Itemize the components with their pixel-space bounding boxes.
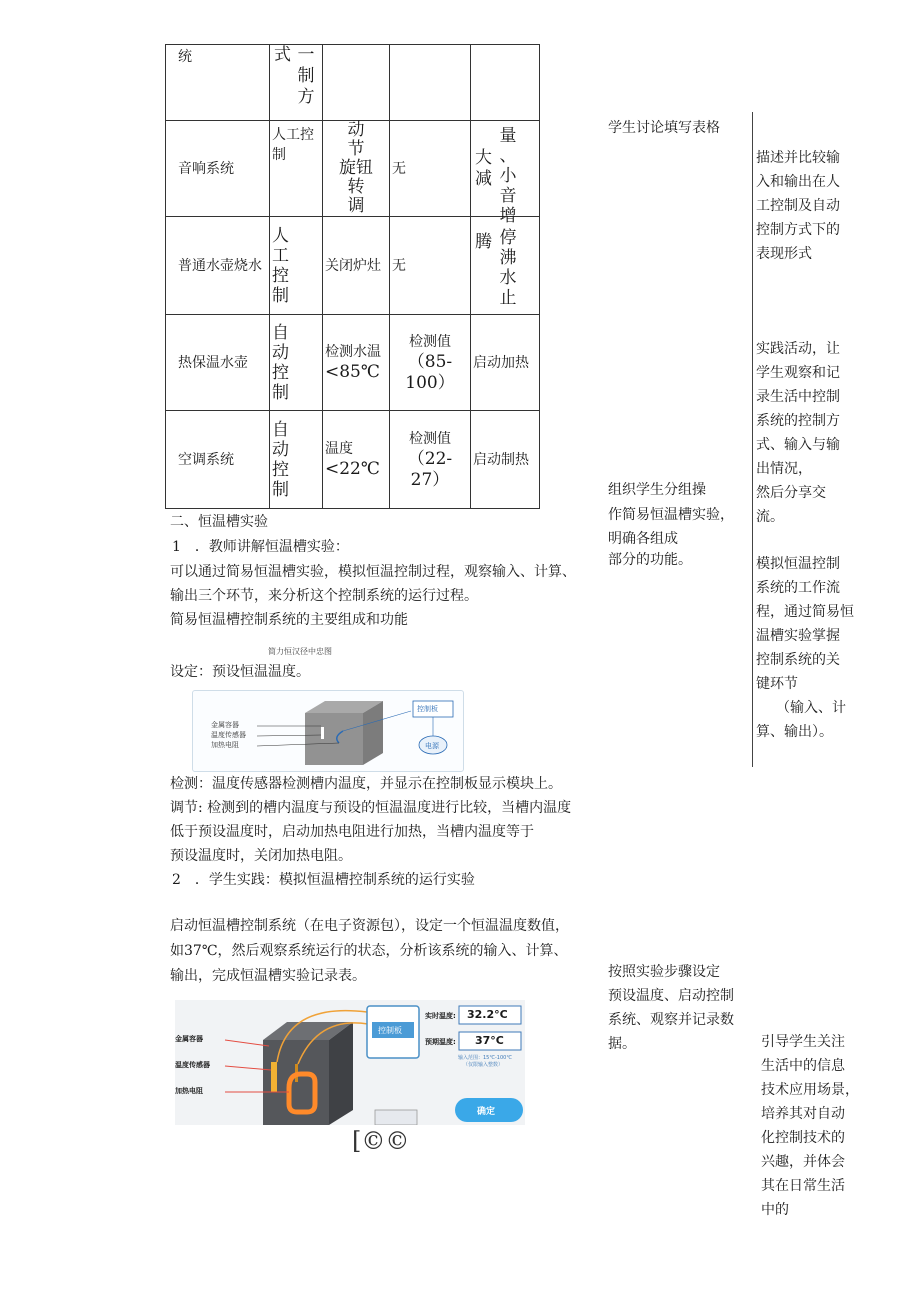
control-board-label: 控制板 bbox=[378, 1026, 402, 1035]
column-divider bbox=[752, 112, 753, 767]
intent-note: 模拟恒温控制 系统的工作流 程，通过简易恒 温槽实验掌握 控制系统的关 键环节 （输入、计 算、输出）。 bbox=[756, 556, 854, 740]
intent-note: 引导学生关注 生活中的信息 技术应用场景， 培养其对自动 化控制技术的 兴趣，并体会 其在日常生活 中的 bbox=[761, 1034, 859, 1218]
paragraph-line: 输出，完成恒温槽实验记录表。 bbox=[170, 968, 366, 984]
activity-note: 据。 bbox=[608, 1036, 636, 1052]
copyright-mark: [©© bbox=[352, 1127, 410, 1155]
control-systems-table bbox=[165, 44, 540, 509]
table-cell-output bbox=[471, 45, 540, 121]
table-cell-output: 启动制热 bbox=[471, 411, 540, 509]
confirm-button[interactable]: 确定 bbox=[477, 1107, 496, 1117]
label-temperature-sensor: 温度传感器 bbox=[211, 731, 246, 739]
diagram-caption: 简力恒汉径中忠图 bbox=[268, 647, 332, 656]
table-cell-input bbox=[323, 45, 390, 121]
table-row bbox=[166, 411, 540, 509]
table-cell-output: 大 减 量 、小 音 增 bbox=[471, 121, 540, 217]
activity-note: 按照实验步骤设定 bbox=[608, 964, 720, 980]
activity-note: 明确各组成 bbox=[608, 531, 678, 547]
table-cell-name: 统 bbox=[166, 45, 270, 121]
table-cell-input: 检测水温 <85℃ bbox=[323, 315, 390, 411]
table-cell-mode: 自 动 控 制 bbox=[270, 315, 323, 411]
step2-title: 2 ．学生实践：模拟恒温槽控制系统的运行实验 bbox=[172, 872, 475, 888]
table-cell-input: 关闭炉灶 bbox=[323, 217, 390, 315]
preset-temp-input[interactable]: 37°C bbox=[475, 1034, 504, 1047]
table-cell-name: 音响系统 bbox=[166, 121, 270, 217]
label-power: 电源 bbox=[425, 742, 439, 750]
table-row bbox=[166, 315, 540, 411]
table-cell-name: 热保温水壶 bbox=[166, 315, 270, 411]
table-cell-calc: 检测值 （85- 100） bbox=[390, 315, 471, 411]
table-cell-calc: 无 bbox=[390, 121, 471, 217]
table-cell-calc: 检测值 （22- 27） bbox=[390, 411, 471, 509]
step1-title: 1 ．教师讲解恒温槽实验： bbox=[172, 539, 349, 555]
intent-note: 描述并比较输 入和输出在人 工控制及自动 控制方式下的 表现形式 bbox=[756, 150, 840, 262]
table-row bbox=[166, 45, 540, 121]
input-integer-hint: （仅限输入整数） bbox=[463, 1062, 504, 1068]
setting-text: 设定：预设恒温温度。 bbox=[170, 664, 310, 680]
table-cell-mode: 式 一 制 方 bbox=[270, 45, 323, 121]
adjust-text: 低于预设温度时，启动加热电阻进行加热，当槽内温度等于 bbox=[170, 824, 534, 840]
table-cell-name: 空调系统 bbox=[166, 411, 270, 509]
table-cell-mode: 人工控制 bbox=[270, 121, 323, 217]
paragraph-line: 可以通过简易恒温槽实验，模拟恒温控制过程，观察输入、计算、 bbox=[170, 564, 576, 580]
activity-note: 作简易恒温槽实验， bbox=[608, 507, 734, 523]
label-metal-container: 金属容器 bbox=[211, 721, 239, 729]
activity-note: 系统、观察并记录数 bbox=[608, 1012, 734, 1028]
paragraph-line: 简易恒温槽控制系统的主要组成和功能 bbox=[170, 612, 408, 628]
paragraph-line: 如37℃，然后观察系统运行的状态，分析该系统的输入、计算、 bbox=[170, 943, 568, 959]
activity-note: 学生讨论填写表格 bbox=[608, 120, 720, 136]
table-row bbox=[166, 121, 540, 217]
table-cell-mode: 自 动 控 制 bbox=[270, 411, 323, 509]
real-temp-label: 实时温度: bbox=[425, 1012, 456, 1020]
table-cell-input: 温度 <22℃ bbox=[323, 411, 390, 509]
intent-note: 实践活动，让 学生观察和记 录生活中控制 系统的控制方 式、输入与输 出情况， 然后分享交 流。 bbox=[756, 341, 840, 525]
label-heating-resistor: 加热电阻 bbox=[211, 741, 239, 749]
table-cell-name: 普通水壶烧水 bbox=[166, 217, 270, 315]
label-metal-container: 金属容器 bbox=[175, 1035, 203, 1043]
detect-text: 检测：温度传感器检测槽内温度，并显示在控制板显示模块上。 bbox=[170, 776, 562, 792]
table-cell-calc: 无 bbox=[390, 217, 471, 315]
label-heating-resistor: 加热电阻 bbox=[175, 1087, 203, 1095]
table-cell-output: 启动加热 bbox=[471, 315, 540, 411]
section2-title: 二、恒温槽实验 bbox=[170, 514, 268, 530]
paragraph-line: 启动恒温槽控制系统（在电子资源包），设定一个恒温温度数值， bbox=[170, 918, 569, 934]
thermostat-diagram bbox=[192, 690, 464, 772]
activity-note: 组织学生分组操 bbox=[608, 482, 706, 498]
thermostat-simulator bbox=[175, 1000, 525, 1125]
table-cell-input: 动 节 旋钮 转 调 bbox=[323, 121, 390, 217]
activity-note: 预设温度、启动控制 bbox=[608, 988, 734, 1004]
input-range-hint: 输入范围：15℃-100℃ bbox=[458, 1055, 512, 1061]
table-row bbox=[166, 217, 540, 315]
label-temperature-sensor: 温度传感器 bbox=[175, 1061, 210, 1069]
table-cell-mode: 人 工 控 制 bbox=[270, 217, 323, 315]
adjust-text: 调节: 检测到的槽内温度与预设的恒温温度进行比较，当槽内温度 bbox=[170, 800, 572, 816]
label-control-board: 控制板 bbox=[417, 705, 438, 713]
preset-temp-label: 预期温度: bbox=[425, 1038, 456, 1046]
table-cell-output: 腾 停 沸 水 止 bbox=[471, 217, 540, 315]
real-temp-value: 32.2°C bbox=[467, 1008, 508, 1021]
paragraph-line: 输出三个环节，来分析这个控制系统的运行过程。 bbox=[170, 588, 478, 604]
table-cell-calc bbox=[390, 45, 471, 121]
adjust-text: 预设温度时，关闭加热电阻。 bbox=[170, 848, 352, 864]
activity-note: 部分的功能。 bbox=[608, 552, 692, 568]
